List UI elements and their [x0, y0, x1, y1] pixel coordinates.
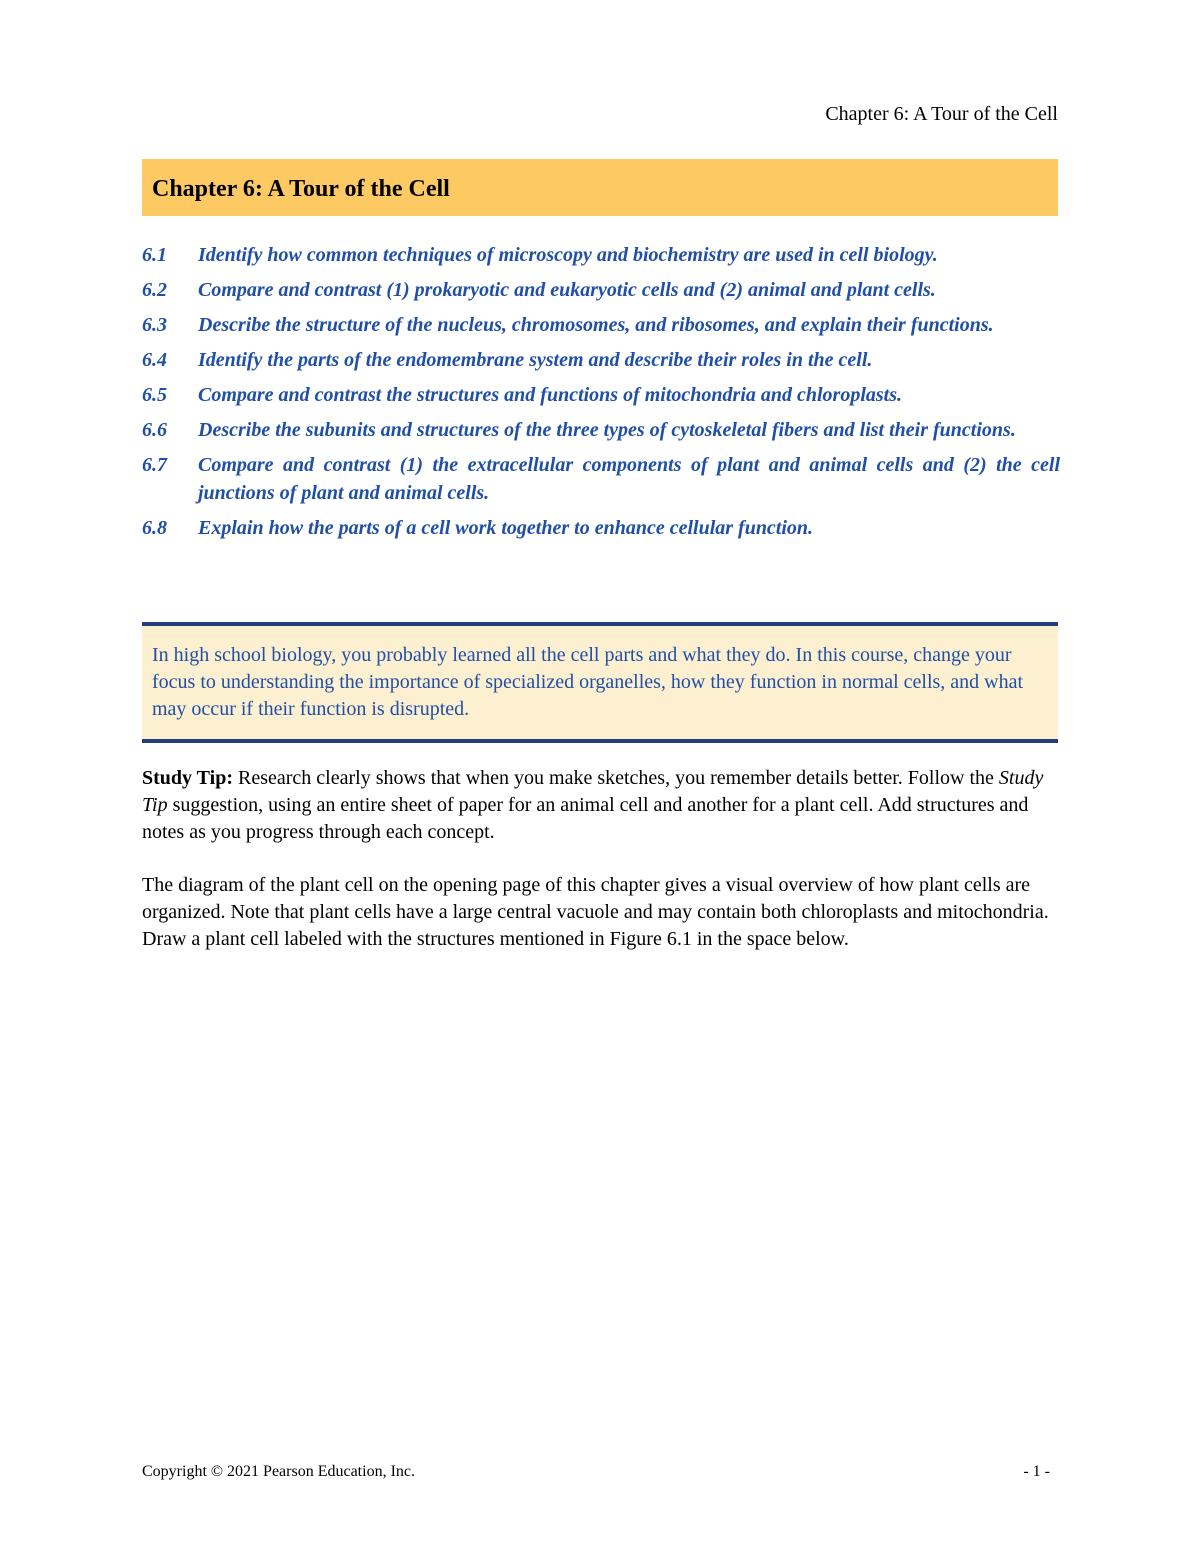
objective-item — [142, 241, 1060, 269]
study-tip-text-2: suggestion, using an entire sheet of paper for an animal cell and another for a plant cell. Add structures and notes as you progress through each concept. — [142, 794, 1029, 843]
chapter-title-bar — [142, 159, 1058, 216]
objective-text: Explain how the parts of a cell work together to enhance cellular function. — [198, 517, 814, 539]
objective-number: 6.3 — [142, 314, 167, 336]
objective-text: Describe the structure of the nucleus, chromosomes, and ribosomes, and explain their functions. — [198, 314, 994, 336]
objective-number: 6.6 — [142, 419, 167, 441]
study-tip-italic: Study Tip — [142, 767, 1044, 816]
objective-item — [142, 346, 1060, 374]
objective-number: 6.2 — [142, 279, 167, 301]
study-tip-label: Study Tip: — [142, 767, 233, 789]
objective-item — [142, 416, 1060, 444]
objective-number: 6.1 — [142, 244, 167, 266]
callout-text: In high school biology, you probably learned all the cell parts and what they do. In this course, change your focus to understanding the importance of specialized organelles, how they function in normal cells, and what may occur if their function is disrupted. — [152, 644, 1024, 720]
plant-cell-instructions: The diagram of the plant cell on the opening page of this chapter gives a visual overview of how plant cells are organized. Note that plant cells have a large central vacuole and may contain both chloroplasts and mitochondria. Draw a plant cell labeled with the structures mentioned in Figure 6.1 in the space below. — [142, 874, 1049, 950]
objective-text: Compare and contrast the structures and functions of mitochondria and chloroplasts. — [198, 384, 903, 406]
objective-number: 6.4 — [142, 349, 167, 371]
learning-objectives-list — [142, 241, 1060, 549]
objective-number: 6.7 — [142, 454, 167, 476]
page-number: - 1 - — [1023, 1463, 1050, 1480]
objective-text: Compare and contrast (1) the extracellular components of plant and animal cells and (2) the cell junctions of plant and animal cells. — [198, 454, 1060, 504]
objective-item — [142, 514, 1060, 542]
objective-number: 6.5 — [142, 384, 167, 406]
objective-number: 6.8 — [142, 517, 167, 539]
callout-box — [142, 622, 1058, 743]
objective-text: Identify the parts of the endomembrane system and describe their roles in the cell. — [198, 349, 873, 371]
objective-text: Compare and contrast (1) prokaryotic and eukaryotic cells and (2) animal and plant cells. — [198, 279, 936, 301]
objective-item — [142, 311, 1060, 339]
study-tip-paragraph — [142, 765, 1062, 846]
running-header: Chapter 6: A Tour of the Cell — [825, 103, 1058, 125]
objective-text: Describe the subunits and structures of the three types of cytoskeletal fibers and list their functions. — [198, 419, 1016, 441]
chapter-title: Chapter 6: A Tour of the Cell — [152, 176, 450, 202]
objective-item — [142, 451, 1060, 507]
objective-item — [142, 381, 1060, 409]
objective-item — [142, 276, 1060, 304]
objective-text: Identify how common techniques of microscopy and biochemistry are used in cell biology. — [198, 244, 938, 266]
study-tip-text-1: Research clearly shows that when you make sketches, you remember details better. Follow the — [233, 767, 999, 789]
copyright-footer: Copyright © 2021 Pearson Education, Inc. — [142, 1463, 415, 1480]
